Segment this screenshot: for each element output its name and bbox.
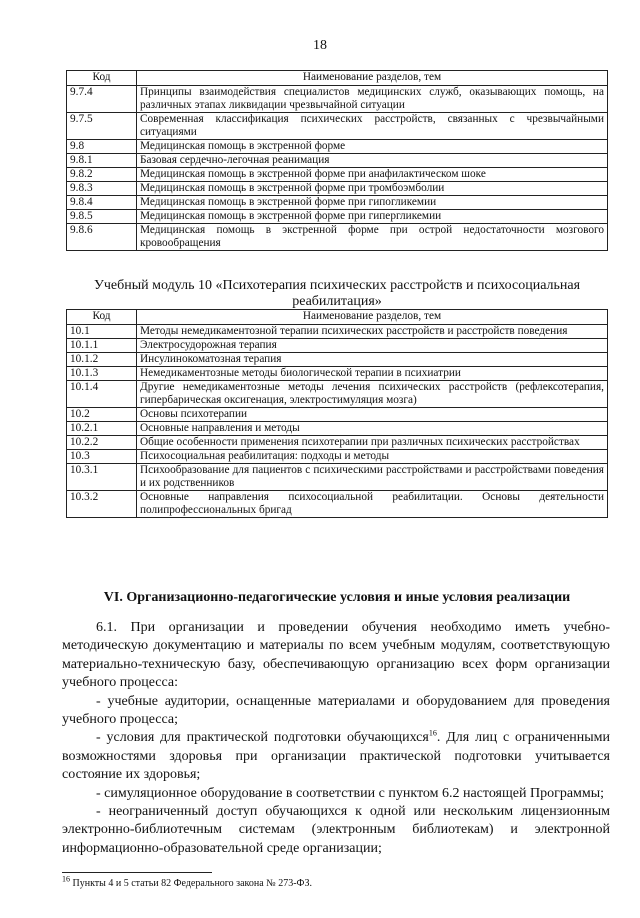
row-title: Психообразование для пациентов с психическими расстройствами и расстройствами поведения и их родственников xyxy=(137,464,608,491)
paragraph xyxy=(62,729,610,784)
row-title: Основные направления психосоциальной реабилитации. Основы деятельности полипрофессиональных бригад xyxy=(137,491,608,518)
table-row xyxy=(67,325,608,339)
row-code: 9.8.5 xyxy=(67,210,137,224)
footnote xyxy=(62,874,610,889)
footnote-marker: 16 xyxy=(62,874,70,884)
table-row xyxy=(67,182,608,196)
row-title: Инсулинокоматозная терапия xyxy=(137,353,608,367)
row-code: 9.8 xyxy=(67,140,137,154)
row-title: Методы немедикаментозной терапии психических расстройств и расстройств поведения xyxy=(137,325,608,339)
row-title: Основы психотерапии xyxy=(137,408,608,422)
row-title: Другие немедикаментозные методы лечения психических расстройств (рефлексотерапия, гипербарическая оксигенация, электростимуляция мозга) xyxy=(137,381,608,408)
table-row xyxy=(67,140,608,154)
row-title: Медицинская помощь в экстренной форме при гипергликемии xyxy=(137,210,608,224)
row-code: 9.8.1 xyxy=(67,154,137,168)
row-code: 10.1.4 xyxy=(67,381,137,408)
table-header-row xyxy=(67,71,608,86)
table-row xyxy=(67,196,608,210)
table-row xyxy=(67,381,608,408)
section-heading: VI. Организационно-педагогические условия и иные условия реализации xyxy=(103,590,571,605)
row-title: Медицинская помощь в экстренной форме при тромбоэмболии xyxy=(137,182,608,196)
footnote-divider xyxy=(62,872,212,873)
column-header-code: Код xyxy=(67,310,137,325)
row-title: Электросудорожная терапия xyxy=(137,339,608,353)
row-code: 10.2.1 xyxy=(67,422,137,436)
table-row xyxy=(67,168,608,182)
row-code: 9.8.6 xyxy=(67,224,137,251)
column-header-title: Наименование разделов, тем xyxy=(137,71,608,86)
row-code: 10.1.3 xyxy=(67,367,137,381)
table-row xyxy=(67,353,608,367)
paragraph: - неограниченный доступ обучающихся к одной или нескольким лицензионным электронно-библиотечным системам (электронным библиотекам) и электронной информационно-образовательной среде организации; xyxy=(62,804,610,856)
row-code: 10.3 xyxy=(67,450,137,464)
row-title: Современная классификация психических расстройств, связанных с чрезвычайными ситуациями xyxy=(137,113,608,140)
table-header-row xyxy=(67,310,608,325)
table-row xyxy=(67,339,608,353)
table-row xyxy=(67,422,608,436)
table-row xyxy=(67,210,608,224)
table-row xyxy=(67,408,608,422)
row-title: Немедикаментозные методы биологической терапии в психиатрии xyxy=(137,367,608,381)
row-code: 10.1.2 xyxy=(67,353,137,367)
row-code: 9.7.4 xyxy=(67,86,137,113)
row-title: Медицинская помощь в экстренной форме при острой недостаточности мозгового кровообращения xyxy=(137,224,608,251)
column-header-code: Код xyxy=(67,71,137,86)
body-text xyxy=(62,619,610,858)
row-code: 10.3.1 xyxy=(67,464,137,491)
row-code: 10.2 xyxy=(67,408,137,422)
row-code: 10.1 xyxy=(67,325,137,339)
paragraph-text: - условия для практической подготовки обучающихся xyxy=(96,730,429,746)
sections-table-module-10 xyxy=(66,309,608,518)
row-code: 10.2.2 xyxy=(67,436,137,450)
paragraph: 6.1. При организации и проведении обучения необходимо иметь учебно-методическую документацию и материалы по всем учебным модулям, соответствующую материально-техническую базу, обеспечивающую организацию всех форм организации учебного процесса: xyxy=(62,620,610,691)
row-title: Общие особенности применения психотерапии при различных психических расстройствах xyxy=(137,436,608,450)
footnote-text: Пункты 4 и 5 статьи 82 Федерального закона № 273-ФЗ. xyxy=(70,878,312,889)
row-title: Медицинская помощь в экстренной форме при анафилактическом шоке xyxy=(137,168,608,182)
table-row xyxy=(67,450,608,464)
table-row xyxy=(67,154,608,168)
paragraph: - учебные аудитории, оснащенные материалами и оборудованием для проведения учебного процесса; xyxy=(62,693,610,728)
table-row xyxy=(67,86,608,113)
column-header-title: Наименование разделов, тем xyxy=(137,310,608,325)
sections-table-module-9 xyxy=(66,70,608,251)
row-code: 10.3.2 xyxy=(67,491,137,518)
table-row xyxy=(67,436,608,450)
row-title: Медицинская помощь в экстренной форме xyxy=(137,140,608,154)
footnote-reference[interactable]: 16 xyxy=(428,728,437,738)
row-code: 9.8.2 xyxy=(67,168,137,182)
page-number: 18 xyxy=(313,38,327,53)
row-code: 9.8.4 xyxy=(67,196,137,210)
table-row xyxy=(67,367,608,381)
paragraph: - симуляционное оборудование в соответствии с пунктом 6.2 настоящей Программы; xyxy=(96,785,605,801)
module-heading: Учебный модуль 10 «Психотерапия психических расстройств и психосоциальная реабилитация» xyxy=(93,278,581,309)
row-code: 10.1.1 xyxy=(67,339,137,353)
row-title: Базовая сердечно-легочная реанимация xyxy=(137,154,608,168)
table-row xyxy=(67,491,608,518)
table-row xyxy=(67,464,608,491)
row-title: Принципы взаимодействия специалистов медицинских служб, оказывающих помощь, на различных этапах ликвидации чрезвычайной ситуации xyxy=(137,86,608,113)
row-title: Психосоциальная реабилитация: подходы и методы xyxy=(137,450,608,464)
row-code: 9.7.5 xyxy=(67,113,137,140)
table-row xyxy=(67,113,608,140)
row-title: Медицинская помощь в экстренной форме при гипогликемии xyxy=(137,196,608,210)
row-title: Основные направления и методы xyxy=(137,422,608,436)
row-code: 9.8.3 xyxy=(67,182,137,196)
paragraph-text: . Для лиц с ограниченными возможностями здоровья при организации практической подготовки учитывается состояние их здоровья; xyxy=(62,730,610,783)
table-row xyxy=(67,224,608,251)
